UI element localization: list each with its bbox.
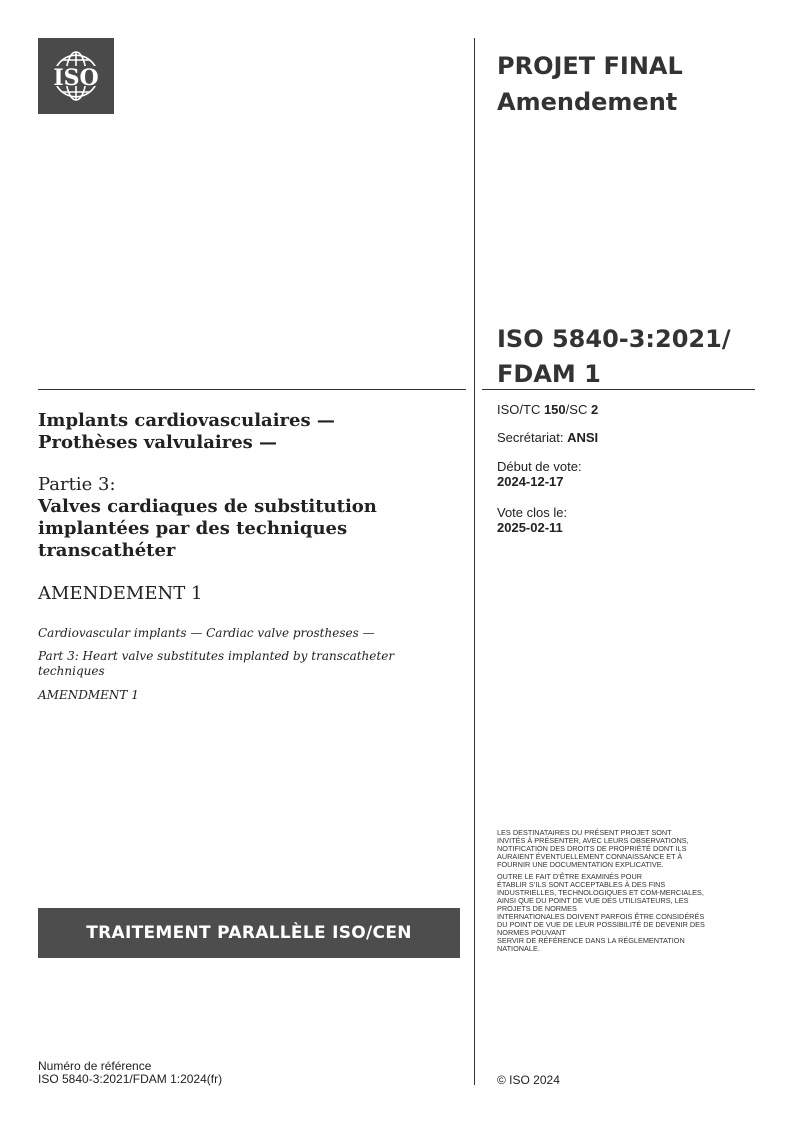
reference-value: ISO 5840-3:2021/FDAM 1:2024(fr) bbox=[38, 1072, 223, 1086]
title-en-part: Part 3: Heart valve substitutes implanted by transcatheter techniques bbox=[38, 649, 395, 678]
reference-number bbox=[38, 1060, 222, 1086]
standard-number-line1: ISO 5840-3:2021/ bbox=[497, 325, 731, 353]
disclaimer-paragraph: LES DESTINATAIRES DU PRÉSENT PROJET SONT INVITÉS À PRÉSENTER, AVEC LEURS OBSERVATIONS, NOTIFICATION DES DROITS DE PROPRIÉTÉ DONT ILS AURAIENT ÉVENTUELLEMENT CONNAISSANCE ET À FOURNIR UNE DOCUMENTATION EXPLICATIVE. bbox=[497, 828, 689, 869]
copyright: © ISO 2024 bbox=[497, 1073, 560, 1087]
vote-start: Début de vote: 2024-12-17 bbox=[497, 459, 582, 489]
committee: ISO/TC 150/SC 2 bbox=[497, 402, 599, 417]
disclaimer bbox=[497, 829, 705, 957]
stage-line: PROJET FINAL bbox=[497, 52, 683, 80]
title-fr-subtitle: Valves cardiaques de substitution implantées par des techniques transcathéter bbox=[38, 496, 377, 561]
disclaimer-paragraph: OUTRE LE FAIT D’ÊTRE EXAMINÉS POUR ÉTABLIR S’ILS SONT ACCEPTABLES À DES FINS INDUSTRIELLES, TECHNOLOGIQUES ET COM-MERCIALES, AINSI QUE DU POINT DE VUE DES UTILISATEURS, LES PROJETS DE NORMES INTERNATIONALES DOIVENT PARFOIS ÊTRE CONSIDÉRÉS DU POINT DE VUE DE LEUR POSSIBILITÉ DE DEVENIR DES NORMES POUVANT SERVIR DE RÉFÉRENCE DANS LA RÉGLEMENTATION NATIONALE. bbox=[497, 872, 705, 953]
horizontal-divider bbox=[38, 389, 466, 390]
vertical-divider bbox=[474, 38, 475, 1085]
title-fr-amendment: AMENDEMENT 1 bbox=[38, 583, 203, 604]
reference-label: Numéro de référence bbox=[38, 1059, 152, 1073]
secretariat: Secrétariat: ANSI bbox=[497, 430, 599, 445]
iso-logo bbox=[38, 38, 114, 114]
vote-end: Vote clos le: 2025-02-11 bbox=[497, 505, 568, 535]
standard-number bbox=[497, 322, 731, 392]
title-en-amendment: AMENDMENT 1 bbox=[38, 688, 139, 702]
title-fr-main: Implants cardiovasculaires — Prothèses valvulaires — bbox=[38, 410, 335, 453]
doc-type: Amendement bbox=[497, 88, 678, 116]
title-fr-part: Partie 3: bbox=[38, 474, 116, 495]
title-en-main: Cardiovascular implants — Cardiac valve prostheses — bbox=[38, 626, 375, 640]
document-stage bbox=[497, 48, 683, 120]
standard-number-line2: FDAM 1 bbox=[497, 360, 601, 388]
svg-text:ISO: ISO bbox=[53, 65, 99, 91]
parallel-processing-banner: TRAITEMENT PARALLÈLE ISO/CEN bbox=[38, 908, 460, 958]
